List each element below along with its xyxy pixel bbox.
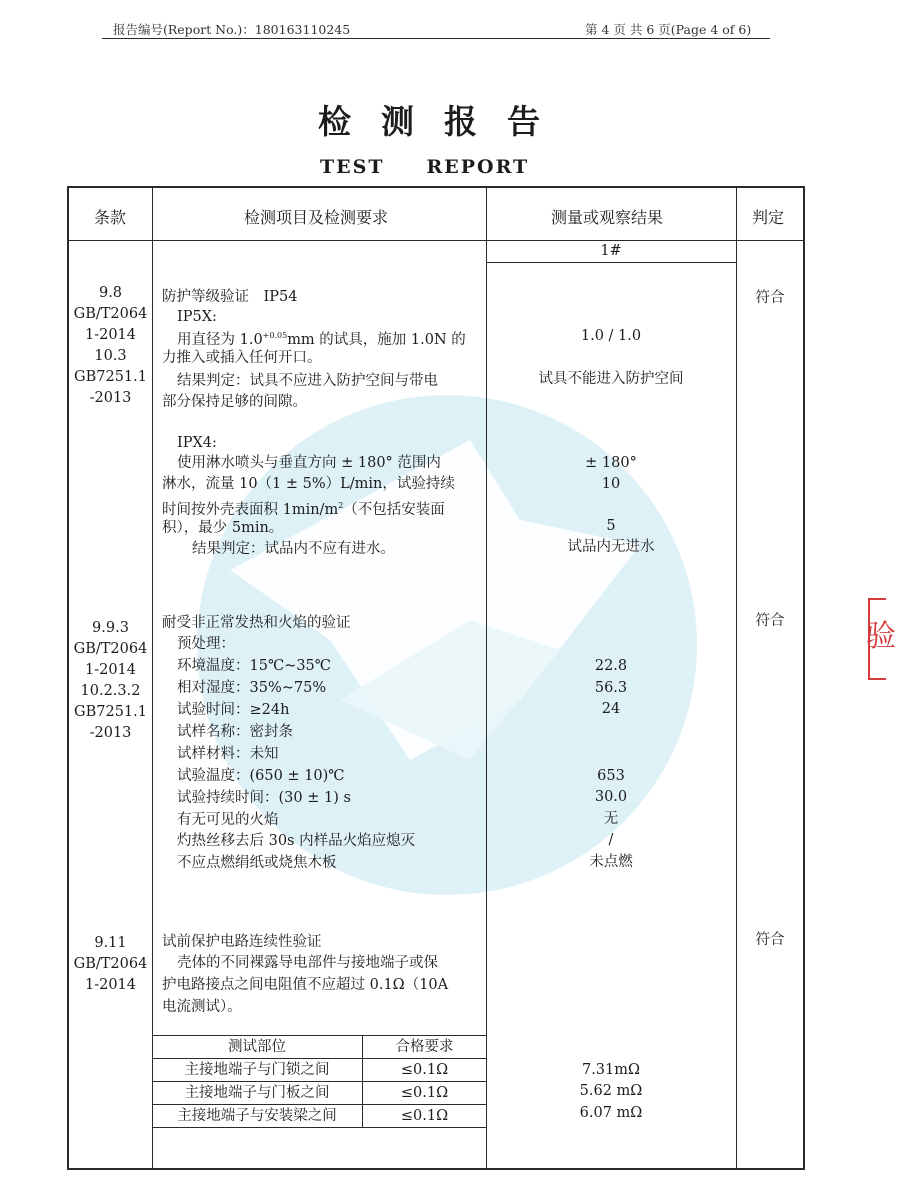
test-part: 主接地端子与门锁之间	[184, 1062, 330, 1078]
ip5x-result-1: 1.0 / 1.0	[580, 328, 642, 344]
heat-row-label: 相对湿度：35%~75%	[177, 680, 327, 696]
sample-id: 1#	[600, 243, 622, 259]
ipx4-judgement: 结果判定：试品内不应有进水。	[192, 541, 395, 557]
ipx4-requirement-1: 使用淋水喷头与垂直方向 ± 180° 范围内	[177, 455, 441, 471]
heat-row-label: 试验温度：(650 ± 10)℃	[177, 768, 345, 784]
report-number: 报告编号(Report No.)：180163110245	[113, 22, 351, 37]
ipx4-requirement-3: 时间按外壳表面积 $1\min/m^2$（不包括安装面	[162, 501, 445, 518]
heat-row-value: 未点燃	[589, 854, 633, 870]
section-title-ip54: 防护等级验证 IP54	[162, 289, 298, 305]
heat-row-label: 试样材料：未知	[177, 746, 279, 762]
ipx4-result-4: 试品内无进水	[567, 539, 655, 555]
ip5x-label: IP5X:	[177, 309, 217, 325]
col-header-clause: 条款	[94, 208, 127, 227]
test-value: 5.62 mΩ	[579, 1083, 643, 1099]
col-header-item: 检测项目及检测要求	[244, 208, 389, 227]
heat-row-label: 灼热丝移去后 30s 内样品火焰应熄灭	[177, 833, 416, 849]
test-value: 7.31mΩ	[581, 1062, 641, 1078]
clause-9-9-3: 9.9.3 GB/T2064 1-2014 10.2.3.2 GB7251.1 -2013	[73, 620, 148, 741]
heat-row-label: 不应点燃绢纸或烧焦木板	[177, 855, 337, 871]
heat-row-value: 22.8	[594, 658, 628, 674]
test-part: 主接地端子与安装梁之间	[177, 1108, 337, 1124]
heat-row-label: 试验持续时间：(30 ± 1) s	[177, 790, 351, 806]
heat-row-label: 预处理：	[177, 636, 235, 652]
page-indicator: 第 4 页 共 6 页(Page 4 of 6)	[585, 22, 752, 37]
ip5x-judgement-2: 部分保持足够的间隙。	[162, 394, 307, 410]
ipx4-result-2: 10	[601, 476, 621, 492]
heat-row-label: 试验时间：≥24h	[177, 702, 290, 718]
continuity-desc-3: 电流测试）。	[162, 999, 242, 1015]
ip5x-result-2: 试具不能进入防护空间	[538, 371, 684, 387]
ip5x-requirement-2: 力推入或插入任何开口。	[162, 350, 322, 366]
continuity-desc-1: 壳体的不同裸露导电部件与接地端子或保	[177, 955, 438, 971]
test-requirement: ≤0.1Ω	[400, 1108, 449, 1124]
verdict-9-11: 符合	[755, 932, 785, 948]
sub-header-req: 合格要求	[395, 1039, 454, 1055]
heat-row-value: 24	[601, 701, 621, 717]
verdict-9-8: 符合	[755, 290, 785, 306]
header-rule	[102, 38, 770, 39]
ip5x-requirement-1: 用直径为 $1.0^{+0.05}mm$ 的试具，施加 1.0N 的	[177, 331, 466, 348]
heat-row-label: 环境温度：15℃~35℃	[177, 658, 331, 674]
col-header-result: 测量或观察结果	[551, 208, 664, 227]
verdict-9-9-3: 符合	[755, 613, 785, 629]
continuity-desc-2: 护电路接点之间电阻值不应超过 0.1Ω（10A	[162, 977, 449, 993]
page-title: 检测报告	[318, 102, 570, 141]
heat-row-value: /	[608, 832, 614, 848]
heat-row-value: 56.3	[594, 680, 628, 696]
ipx4-result-3: 5	[606, 518, 616, 534]
col-header-verdict: 判定	[752, 208, 785, 227]
test-requirement: ≤0.1Ω	[400, 1062, 449, 1078]
seal-stamp: 验	[868, 598, 886, 680]
clause-9-8: 9.8 GB/T2064 1-2014 10.3 GB7251.1 -2013	[73, 285, 148, 406]
clause-9-11: 9.11 GB/T2064 1-2014	[73, 935, 148, 993]
section-title-heat-fire: 耐受非正常发热和火焰的验证	[162, 615, 351, 631]
heat-row-value: 30.0	[594, 789, 628, 805]
section-title-continuity: 试前保护电路连续性验证	[162, 934, 322, 950]
test-requirement: ≤0.1Ω	[400, 1085, 449, 1101]
sub-header-part: 测试部位	[228, 1039, 286, 1055]
heat-row-label: 试样名称：密封条	[177, 724, 293, 740]
ipx4-label: IPX4:	[177, 435, 217, 451]
heat-row-label: 有无可见的火焰	[177, 812, 279, 828]
test-part: 主接地端子与门板之间	[184, 1085, 330, 1101]
ip5x-judgement-1: 结果判定：试具不应进入防护空间与带电	[177, 373, 438, 389]
ipx4-requirement-2: 淋水，流量 10（1 ± 5%）L/min，试验持续	[162, 476, 455, 492]
heat-row-value: 无	[603, 811, 619, 827]
ipx4-requirement-4: 积），最少 5min。	[162, 520, 284, 536]
test-value: 6.07 mΩ	[579, 1105, 643, 1121]
ipx4-result-1: ± 180°	[585, 455, 637, 471]
heat-row-value: 653	[597, 768, 625, 784]
page-subtitle: TEST REPORT	[320, 156, 530, 178]
